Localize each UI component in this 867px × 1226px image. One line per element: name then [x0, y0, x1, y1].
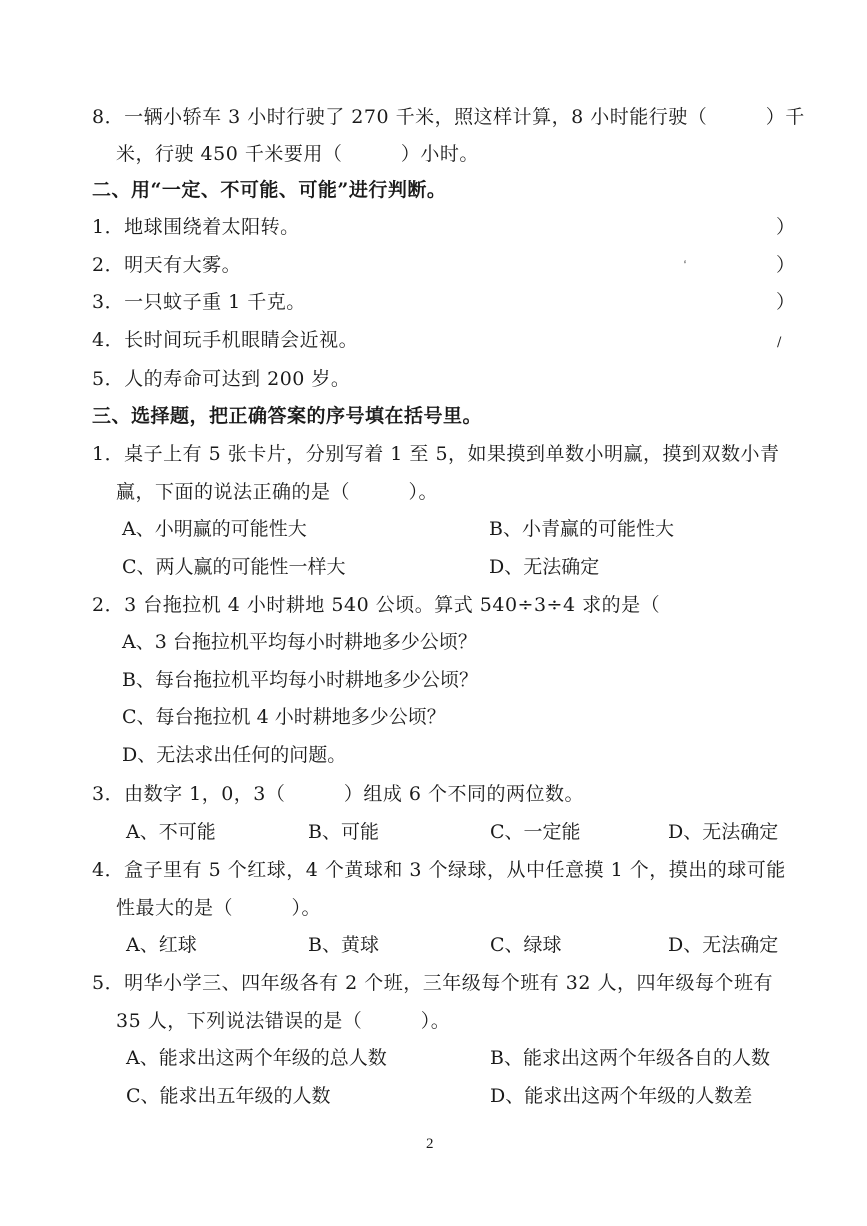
q8-line1: 8．一辆小轿车 3 小时行驶了 270 千米，照这样计算，8 小时能行驶（ ）千: [92, 106, 805, 128]
s3-q3-option-d: D、无法确定: [668, 821, 779, 843]
s3-q4-option-d: D、无法确定: [668, 934, 779, 956]
s3-q1-option-a: A、小明赢的可能性大: [122, 518, 307, 540]
s3-q3-option-a: A、不可能: [126, 821, 216, 843]
s3-q5-line1: 5．明华小学三、四年级各有 2 个班，三年级每个班有 32 人，四年级每个班有: [92, 972, 774, 994]
s3-q5-option-b: B、能求出这两个年级各自的人数: [490, 1047, 770, 1069]
section2-heading: 二、用“一定、不可能、可能”进行判断。: [92, 179, 447, 201]
s3-q2-line1: 2．3 台拖拉机 4 小时耕地 540 公顷。算式 540÷3÷4 求的是（: [92, 594, 661, 616]
s3-q1-option-c: C、两人赢的可能性一样大: [122, 556, 346, 578]
s3-q1-line1: 1．桌子上有 5 张卡片，分别写着 1 至 5，如果摸到单数小明赢，摸到双数小青: [92, 443, 780, 465]
s3-q4-option-b: B、黄球: [308, 934, 379, 956]
s2-item-2-paren: ）: [776, 254, 796, 276]
s3-q5-option-c: C、能求出五年级的人数: [126, 1085, 331, 1107]
s3-q3-line1: 3．由数字 1，0，3（ ）组成 6 个不同的两位数。: [92, 783, 585, 805]
s3-q2-option-c: C、每台拖拉机 4 小时耕地多少公顷？: [122, 706, 446, 728]
s2-item-4: 4．长时间玩手机眼睛会近视。: [92, 329, 359, 351]
s3-q4-line1: 4．盒子里有 5 个红球，4 个黄球和 3 个绿球，从中任意摸 1 个，摸出的球可能: [92, 859, 786, 881]
s3-q3-option-b: B、可能: [308, 821, 379, 843]
s3-q5-option-d: D、能求出这两个年级的人数差: [490, 1085, 753, 1107]
s2-item-2: 2．明天有大雾。: [92, 254, 242, 276]
s2-item-4-paren: /: [777, 335, 782, 350]
pencil-mark: ʻ: [681, 257, 691, 273]
s3-q5-option-a: A、能求出这两个年级的总人数: [126, 1047, 387, 1069]
s3-q3-option-c: C、一定能: [490, 821, 581, 843]
s3-q5-line2: 35 人，下列说法错误的是（ ）。: [116, 1010, 451, 1032]
s3-q1-option-b: B、小青赢的可能性大: [489, 518, 674, 540]
s2-item-1-paren: ）: [776, 216, 796, 238]
page-number: 2: [426, 1136, 434, 1152]
s3-q2-option-d: D、无法求出任何的问题。: [122, 744, 347, 766]
q8-line2: 米，行驶 450 千米要用（ ）小时。: [116, 143, 479, 165]
s3-q4-line2: 性最大的是（ ）。: [116, 897, 322, 919]
s3-q1-option-d: D、无法确定: [489, 556, 600, 578]
s3-q2-option-a: A、3 台拖拉机平均每小时耕地多少公顷？: [122, 631, 477, 653]
s3-q2-option-b: B、每台拖拉机平均每小时耕地多少公顷？: [122, 669, 478, 691]
s2-item-1: 1．地球围绕着太阳转。: [92, 216, 300, 238]
s2-item-5: 5．人的寿命可达到 200 岁。: [92, 368, 351, 390]
s3-q1-line2: 赢，下面的说法正确的是（ ）。: [116, 481, 439, 503]
s2-item-3-paren: ）: [776, 291, 796, 313]
s3-q4-option-a: A、红球: [126, 934, 197, 956]
section3-heading: 三、选择题，把正确答案的序号填在括号里。: [92, 405, 483, 427]
s2-item-3: 3．一只蚊子重 1 千克。: [92, 291, 306, 313]
s3-q4-option-c: C、绿球: [490, 934, 562, 956]
